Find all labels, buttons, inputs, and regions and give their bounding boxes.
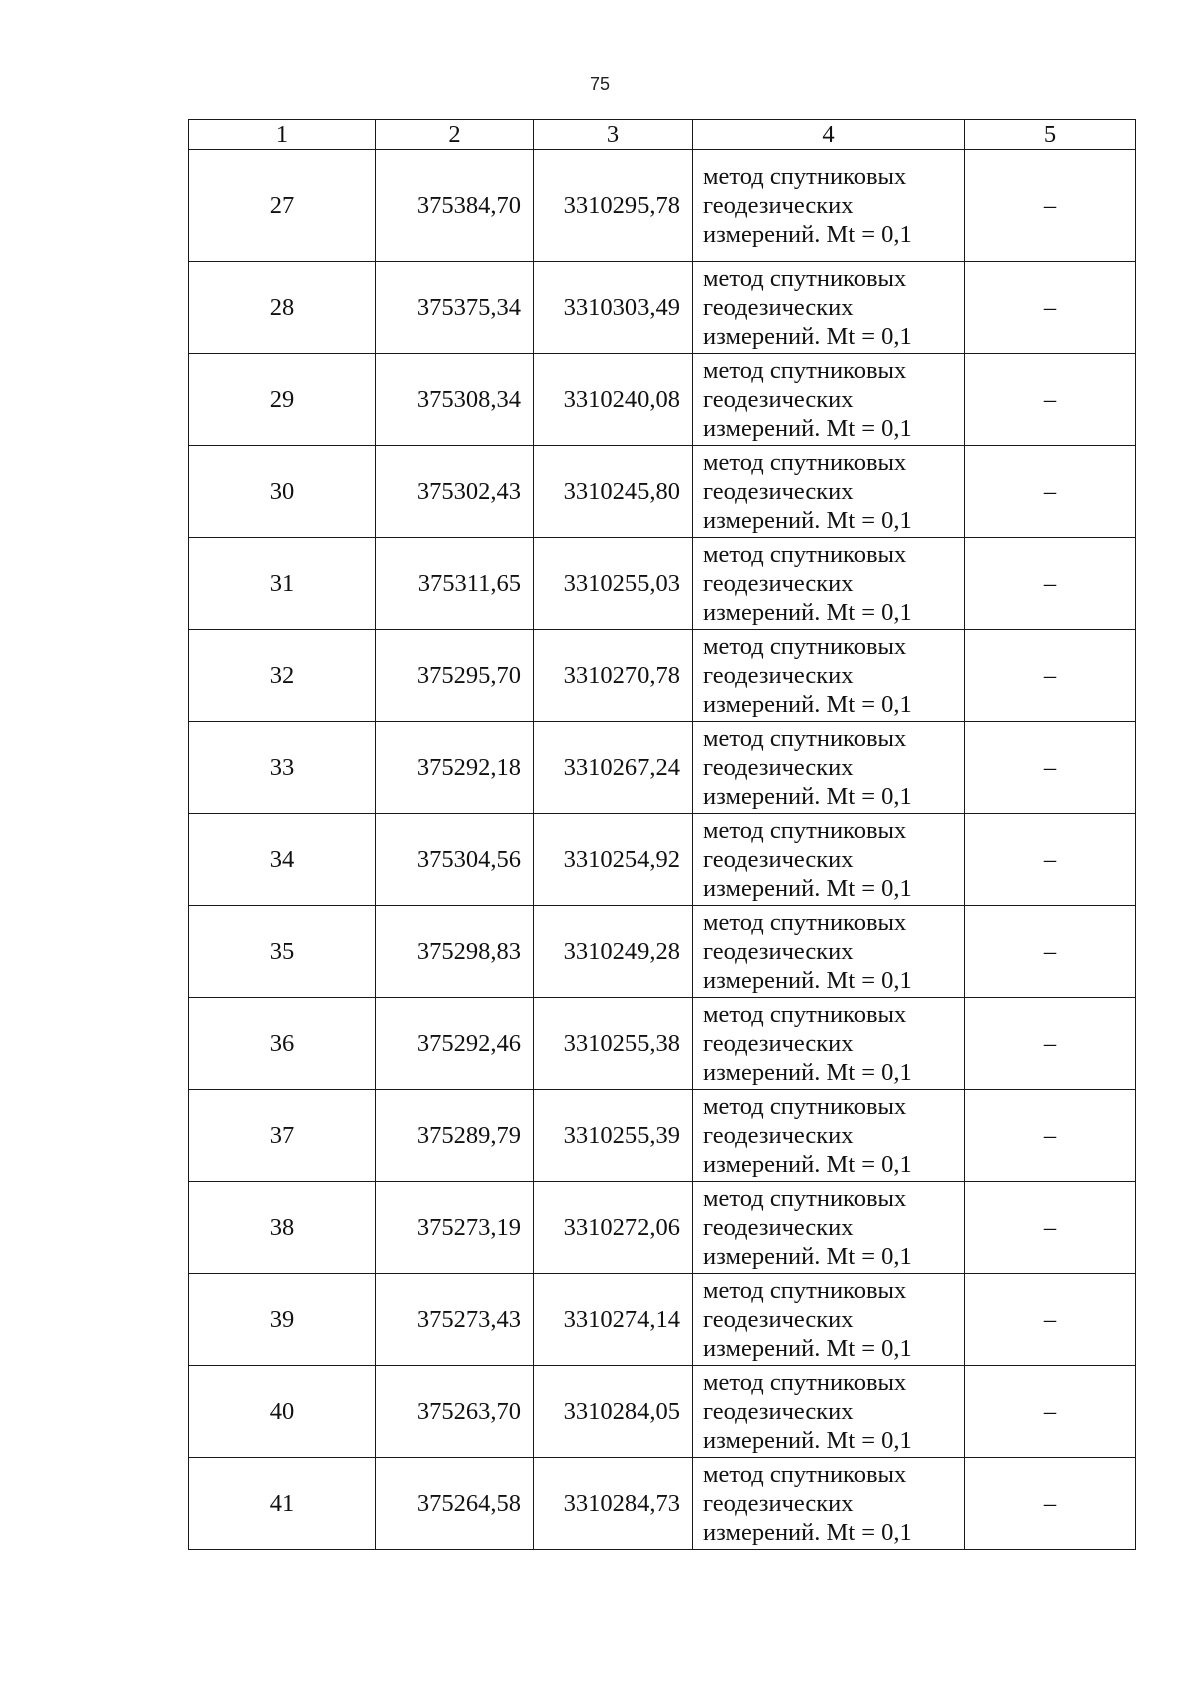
- description-cell: –: [965, 630, 1136, 722]
- point-number-cell: 36: [189, 998, 376, 1090]
- method-line: геодезических: [703, 1306, 854, 1333]
- column-header-1: 1: [189, 120, 376, 150]
- method-line: метод спутниковых: [703, 357, 907, 384]
- x-coordinate-cell: 375273,43: [376, 1274, 534, 1366]
- method-cell: [693, 150, 965, 262]
- method-line: измерений. Mt = 0,1: [703, 507, 912, 534]
- table-row: [189, 998, 1136, 1090]
- y-coordinate-cell: 3310270,78: [534, 630, 693, 722]
- y-coordinate-cell: 3310245,80: [534, 446, 693, 538]
- method-line: геодезических: [703, 294, 854, 321]
- method-cell: [693, 630, 965, 722]
- y-coordinate-cell: 3310295,78: [534, 150, 693, 262]
- x-coordinate-cell: 375302,43: [376, 446, 534, 538]
- point-number-cell: 28: [189, 262, 376, 354]
- method-line: метод спутниковых: [703, 1093, 907, 1120]
- description-cell: –: [965, 446, 1136, 538]
- method-line: метод спутниковых: [703, 541, 907, 568]
- description-cell: –: [965, 354, 1136, 446]
- description-cell: –: [965, 906, 1136, 998]
- x-coordinate-cell: 375298,83: [376, 906, 534, 998]
- method-line: геодезических: [703, 938, 854, 965]
- table-body: [189, 150, 1136, 1550]
- table-row: [189, 446, 1136, 538]
- table-row: [189, 354, 1136, 446]
- description-cell: –: [965, 998, 1136, 1090]
- method-line: измерений. Mt = 0,1: [703, 1335, 912, 1362]
- method-line: геодезических: [703, 1122, 854, 1149]
- method-line: геодезических: [703, 754, 854, 781]
- method-line: геодезических: [703, 478, 854, 505]
- method-line: измерений. Mt = 0,1: [703, 415, 912, 442]
- method-line: метод спутниковых: [703, 633, 907, 660]
- point-number-cell: 29: [189, 354, 376, 446]
- x-coordinate-cell: 375304,56: [376, 814, 534, 906]
- y-coordinate-cell: 3310303,49: [534, 262, 693, 354]
- method-line: измерений. Mt = 0,1: [703, 1519, 912, 1546]
- point-number-cell: 31: [189, 538, 376, 630]
- method-line: метод спутниковых: [703, 1461, 907, 1488]
- method-line: геодезических: [703, 1398, 854, 1425]
- x-coordinate-cell: 375375,34: [376, 262, 534, 354]
- y-coordinate-cell: 3310255,39: [534, 1090, 693, 1182]
- description-cell: –: [965, 1274, 1136, 1366]
- method-line: метод спутниковых: [703, 909, 907, 936]
- description-cell: –: [965, 538, 1136, 630]
- table-row: [189, 722, 1136, 814]
- coordinates-table: [188, 119, 1136, 1550]
- method-cell: [693, 354, 965, 446]
- method-line: метод спутниковых: [703, 1277, 907, 1304]
- method-line: измерений. Mt = 0,1: [703, 967, 912, 994]
- y-coordinate-cell: 3310254,92: [534, 814, 693, 906]
- point-number-cell: 30: [189, 446, 376, 538]
- table-row: [189, 1182, 1136, 1274]
- point-number-cell: 39: [189, 1274, 376, 1366]
- table-row: [189, 1366, 1136, 1458]
- description-cell: –: [965, 1366, 1136, 1458]
- method-line: метод спутниковых: [703, 817, 907, 844]
- y-coordinate-cell: 3310284,05: [534, 1366, 693, 1458]
- method-line: геодезических: [703, 662, 854, 689]
- method-line: измерений. Mt = 0,1: [703, 783, 912, 810]
- x-coordinate-cell: 375292,46: [376, 998, 534, 1090]
- table-row: [189, 814, 1136, 906]
- method-line: геодезических: [703, 192, 854, 219]
- y-coordinate-cell: 3310240,08: [534, 354, 693, 446]
- method-cell: [693, 998, 965, 1090]
- table-row: [189, 538, 1136, 630]
- method-cell: [693, 906, 965, 998]
- page-number: 75: [589, 74, 611, 94]
- y-coordinate-cell: 3310255,03: [534, 538, 693, 630]
- table-row: [189, 150, 1136, 262]
- method-line: измерений. Mt = 0,1: [703, 875, 912, 902]
- method-line: геодезических: [703, 386, 854, 413]
- description-cell: –: [965, 1458, 1136, 1550]
- table-row: [189, 1090, 1136, 1182]
- method-line: метод спутниковых: [703, 1369, 907, 1396]
- point-number-cell: 41: [189, 1458, 376, 1550]
- method-line: метод спутниковых: [703, 449, 907, 476]
- method-line: геодезических: [703, 570, 854, 597]
- method-cell: [693, 1182, 965, 1274]
- x-coordinate-cell: 375295,70: [376, 630, 534, 722]
- point-number-cell: 32: [189, 630, 376, 722]
- method-line: измерений. Mt = 0,1: [703, 1059, 912, 1086]
- description-cell: –: [965, 814, 1136, 906]
- point-number-cell: 40: [189, 1366, 376, 1458]
- method-line: метод спутниковых: [703, 265, 907, 292]
- description-cell: –: [965, 1090, 1136, 1182]
- method-line: геодезических: [703, 846, 854, 873]
- method-cell: [693, 1090, 965, 1182]
- description-cell: –: [965, 150, 1136, 262]
- method-line: измерений. Mt = 0,1: [703, 691, 912, 718]
- method-line: измерений. Mt = 0,1: [703, 221, 912, 248]
- x-coordinate-cell: 375311,65: [376, 538, 534, 630]
- method-cell: [693, 1458, 965, 1550]
- method-line: геодезических: [703, 1214, 854, 1241]
- y-coordinate-cell: 3310255,38: [534, 998, 693, 1090]
- method-line: измерений. Mt = 0,1: [703, 1243, 912, 1270]
- table-row: [189, 262, 1136, 354]
- y-coordinate-cell: 3310284,73: [534, 1458, 693, 1550]
- y-coordinate-cell: 3310272,06: [534, 1182, 693, 1274]
- table-row: [189, 906, 1136, 998]
- method-cell: [693, 262, 965, 354]
- method-line: метод спутниковых: [703, 1185, 907, 1212]
- method-line: метод спутниковых: [703, 1001, 907, 1028]
- method-line: метод спутниковых: [703, 725, 907, 752]
- x-coordinate-cell: 375263,70: [376, 1366, 534, 1458]
- x-coordinate-cell: 375264,58: [376, 1458, 534, 1550]
- method-line: измерений. Mt = 0,1: [703, 1151, 912, 1178]
- column-header-2: 2: [376, 120, 534, 150]
- point-number-cell: 38: [189, 1182, 376, 1274]
- method-cell: [693, 814, 965, 906]
- point-number-cell: 35: [189, 906, 376, 998]
- table-row: [189, 630, 1136, 722]
- column-header-5: 5: [965, 120, 1136, 150]
- y-coordinate-cell: 3310274,14: [534, 1274, 693, 1366]
- table-header-row: [189, 120, 1136, 150]
- point-number-cell: 37: [189, 1090, 376, 1182]
- method-line: измерений. Mt = 0,1: [703, 323, 912, 350]
- method-cell: [693, 538, 965, 630]
- description-cell: –: [965, 1182, 1136, 1274]
- point-number-cell: 33: [189, 722, 376, 814]
- point-number-cell: 34: [189, 814, 376, 906]
- method-line: метод спутниковых: [703, 163, 907, 190]
- x-coordinate-cell: 375289,79: [376, 1090, 534, 1182]
- method-cell: [693, 1366, 965, 1458]
- x-coordinate-cell: 375384,70: [376, 150, 534, 262]
- x-coordinate-cell: 375292,18: [376, 722, 534, 814]
- table-row: [189, 1458, 1136, 1550]
- table-row: [189, 1274, 1136, 1366]
- point-number-cell: 27: [189, 150, 376, 262]
- column-header-3: 3: [534, 120, 693, 150]
- method-line: геодезических: [703, 1490, 854, 1517]
- y-coordinate-cell: 3310267,24: [534, 722, 693, 814]
- method-line: измерений. Mt = 0,1: [703, 1427, 912, 1454]
- column-header-4: 4: [693, 120, 965, 150]
- method-cell: [693, 1274, 965, 1366]
- method-line: измерений. Mt = 0,1: [703, 599, 912, 626]
- method-cell: [693, 722, 965, 814]
- method-cell: [693, 446, 965, 538]
- x-coordinate-cell: 375273,19: [376, 1182, 534, 1274]
- method-line: геодезических: [703, 1030, 854, 1057]
- description-cell: –: [965, 262, 1136, 354]
- y-coordinate-cell: 3310249,28: [534, 906, 693, 998]
- x-coordinate-cell: 375308,34: [376, 354, 534, 446]
- description-cell: –: [965, 722, 1136, 814]
